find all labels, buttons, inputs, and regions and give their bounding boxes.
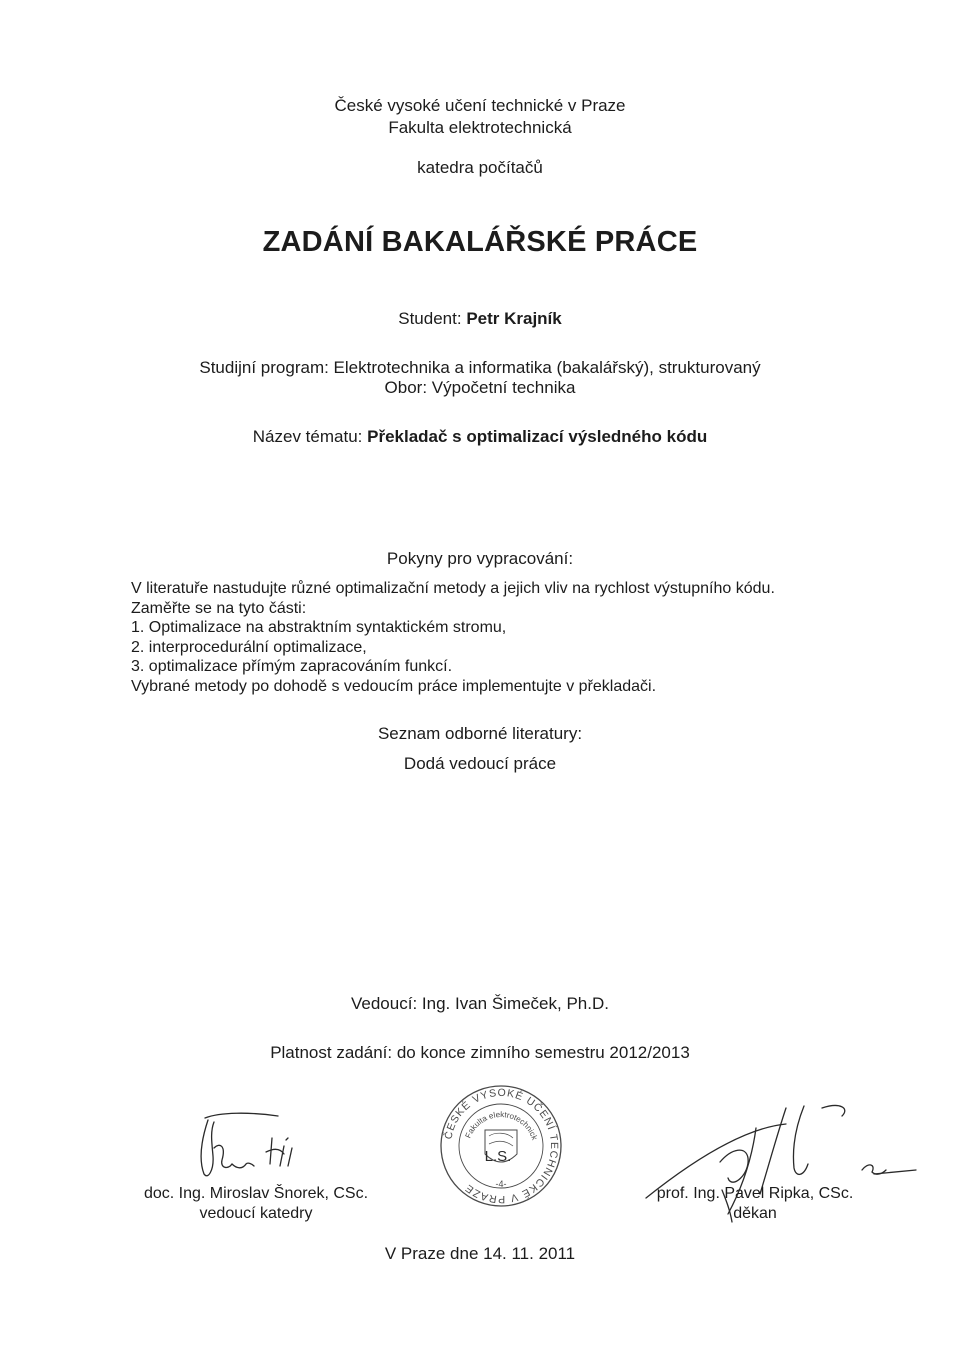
right-signatory [644,1184,866,1224]
left-signatory [130,1184,382,1224]
student-label: Student: [398,309,462,328]
stamp-outer-text: ČESKÉ VYSOKÉ UČENÍ TECHNICKÉ V PRAZE [442,1086,561,1206]
supervisor-line: Vedoucí: Ing. Ivan Šimeček, Ph.D. [351,994,609,1013]
study-program: Studijní program: Elektrotechnika a informatika (bakalářský), strukturovaný [199,358,761,377]
literature-value: Dodá vedoucí práce [403,754,557,773]
instruction-line: 2. interprocedurální optimalizace, [131,638,367,656]
right-signatory-role: děkan [733,1205,777,1222]
issue-date: V Praze dne 14. 11. 2011 [384,1244,576,1263]
topic-label: Název tématu: [252,427,363,446]
topic-title: Překladač s optimalizací výsledného kódu [367,427,708,446]
faculty-name: Fakulta elektrotechnická [388,118,572,137]
left-signatory-name: doc. Ing. Miroslav Šnorek, CSc. [143,1185,369,1202]
instructions-heading: Pokyny pro vypracování: [386,549,574,568]
left-signatory-role: vedoucí katedry [199,1205,313,1222]
topic-line [0,427,960,447]
instructions-body [131,579,891,697]
university-name: České vysoké učení technické v Praze [334,96,626,115]
department-name: katedra počítačů [417,158,543,177]
instruction-line: 1. Optimalizace na abstraktním syntaktickém stromu, [131,619,507,637]
document-title: ZADÁNÍ BAKALÁŘSKÉ PRÁCE [262,226,698,258]
instruction-line: Zaměřte se na tyto části: [131,599,307,617]
study-field: Obor: Výpočetní technika [384,378,576,397]
instruction-line: 3. optimalizace přímým zapracováním funkcí. [131,658,453,676]
validity-line: Platnost zadání: do konce zimního semestru 2012/2013 [270,1043,690,1062]
stamp-number: -4- [495,1179,507,1189]
student-line [0,309,960,329]
instruction-line: V literatuře nastudujte různé optimalizační metody a jejich vliv na rychlost výstupního kódu. [131,580,775,597]
stamp-center-label: L.S. [484,1148,512,1165]
student-name: Petr Krajník [466,309,562,328]
faculty-stamp [436,1077,563,1208]
instruction-line: Vybrané metody po dohodě s vedoucím práce implementujte v překladači. [131,677,657,695]
stamp-inner-text: Fakulta elektrotechnická [436,1077,540,1142]
literature-heading: Seznam odborné literatury: [377,724,583,743]
left-signature [180,1108,330,1188]
right-signatory-name: prof. Ing. Pavel Ripka, CSc. [656,1185,854,1202]
